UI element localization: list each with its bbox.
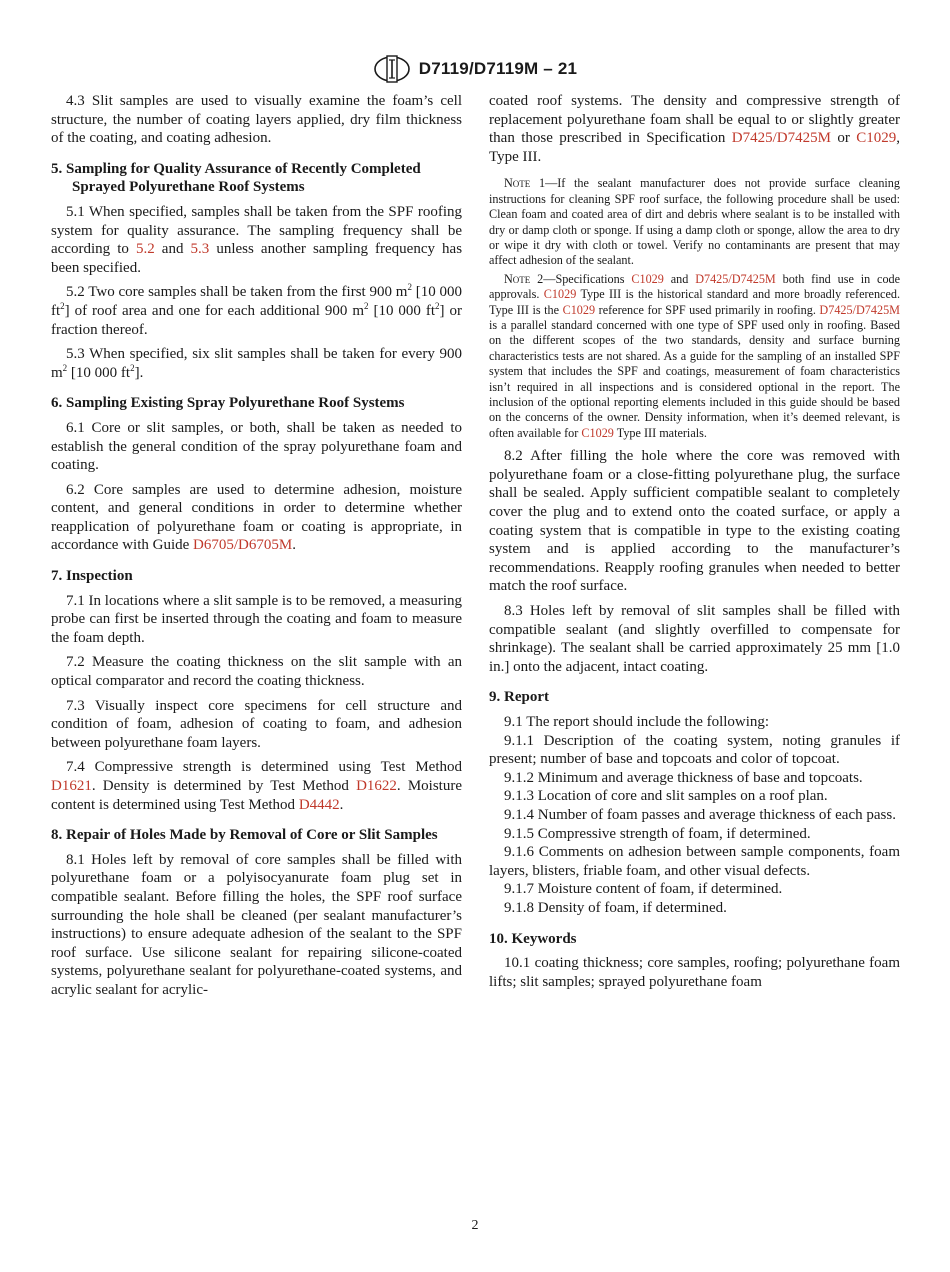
paragraph-5-1: 5.1 When specified, samples shall be taken from the SPF roofing system for quality assurance. The sampling frequency shall be according to 5.2 and 5.3 unless another sampling frequency has been specified. bbox=[51, 203, 463, 276]
document-designation: D7119/D7119M – 21 bbox=[418, 59, 578, 78]
link-c1029[interactable]: C1029 bbox=[631, 271, 664, 286]
section-10-heading: 10. Keywords bbox=[489, 930, 577, 947]
left-column bbox=[51, 92, 462, 1006]
section-6-heading: 6. Sampling Existing Spray Polyurethane Roof Systems bbox=[51, 395, 405, 412]
section-8-heading: 8. Repair of Holes Made by Removal of Core or Slit Samples bbox=[51, 827, 438, 844]
page-header bbox=[0, 54, 950, 84]
link-c1029[interactable]: C1029 bbox=[581, 425, 614, 440]
report-item: 9.1.4 Number of foam passes and average thickness of each pass. bbox=[504, 806, 896, 823]
paragraph-10-1: 10.1 coating thickness; core samples, roofing; polyurethane foam lifts; slit samples; sprayed polyurethane foam bbox=[489, 955, 900, 990]
note-1: Note 1—If the sealant manufacturer does not provide surface cleaning instructions for cleaning SPF roof surface, the following procedure shall be used: Clean foam and coated area of dirt and debris where sealant is to be installed with dry or damp cloth or sponge. If using a damp cloth or sponge, allow the area to dry or wipe it dry with cloth or towel. Verify no contaminants are present that may affect adhesion of the sealant. bbox=[489, 176, 900, 268]
section-9-heading: 9. Report bbox=[489, 689, 549, 706]
paragraph-6-1: 6.1 Core or slit samples, or both, shall be taken as needed to establish the general condition of the spray polyurethane foam and coating. bbox=[51, 419, 462, 474]
link-c1029[interactable]: C1029 bbox=[856, 130, 897, 147]
link-d4442[interactable]: D4442 bbox=[298, 796, 340, 813]
link-d7425[interactable]: D7425/D7425M bbox=[819, 302, 900, 317]
report-item: 9.1.5 Compressive strength of foam, if determined. bbox=[504, 825, 811, 842]
link-d1622[interactable]: D1622 bbox=[356, 778, 397, 794]
link-d1621[interactable]: D1621 bbox=[51, 778, 92, 794]
paragraph-5-2: 5.2 Two core samples shall be taken from the first 900 $m^2$ [10 000 $ft^2$] of roof area and one for each additional 900 $m^2$ [10 000 $ft^2$] or fraction thereof. bbox=[51, 282, 462, 338]
link-d7425[interactable]: D7425/D7425M bbox=[731, 130, 831, 147]
paragraph-8-2: 8.2 After filling the hole where the core was removed with polyurethane foam or a close-fitting polyurethane plug, the surface shall be sealed. Apply sufficient compatible sealant to completely cover the plug and to extend onto the coated surface, or apply a coating system that is compatible in type to the existing coating system and is applied according to the manufacturer’s recommendations. Reapply roofing granules when needed to better match the roof surface. bbox=[489, 448, 900, 595]
paragraph-8-3: 8.3 Holes left by removal of slit samples shall be filled with compatible sealant (and slightly overfilled to compensate for shrinkage). The sealant shall be carried approximately 25 mm [1.0 in.] onto the adjacent, intact coating. bbox=[489, 603, 900, 675]
link-c1029[interactable]: C1029 bbox=[562, 302, 596, 317]
paragraph-7-2: 7.2 Measure the coating thickness on the slit sample with an optical comparator and record the coating thickness. bbox=[51, 654, 462, 690]
report-item: 9.1.3 Location of core and slit samples on a roof plan. bbox=[504, 788, 828, 805]
note-2: Note 2—Specifications C1029 and D7425/D7425M both find use in code approvals. C1029 Type III is the historical standard and more broadly referenced. Type III is the C1029 reference for SPF used primarily in roofing. D7425/D7425M is a parallel standard concerned with one type of SPF used only in roofing. Based on the different scopes of the two standards, density and surface burning characteristics tests are not shared. As a guide for the sampling of an installed SPF system that includes the SPF and coatings, measurement of foam characteristics isn’t required in all inspections and is considered optional in the report. The inclusion of the optional reporting elements included in this guide should be based on the concerns of the owner. Density information, when it’s deemed relevant, is often available for C1029 Type III materials. bbox=[489, 271, 901, 440]
report-item: 9.1 The report should include the following: bbox=[504, 714, 770, 730]
report-item: 9.1.1 Description of the coating system, noting granules if present; number of base and topcoats and color of topcoat. bbox=[489, 732, 900, 768]
link-d6705[interactable]: D6705/D6705M bbox=[193, 537, 293, 554]
astm-logo-icon bbox=[373, 54, 411, 84]
link-d7425[interactable]: D7425/D7425M bbox=[695, 271, 776, 286]
paragraph-8-1-continued: coated roof systems. The density and compressive strength of replacement polyurethane foam shall be equal to or slightly greater than those prescribed in Specification D7425/D7425M or C1029, Type III. bbox=[489, 93, 901, 165]
report-item: 9.1.7 Moisture content of foam, if determined. bbox=[504, 881, 783, 898]
link-5-3[interactable]: 5.3 bbox=[190, 241, 210, 258]
report-item: 9.1.8 Density of foam, if determined. bbox=[504, 899, 727, 916]
section-5-heading: 5. Sampling for Quality Assurance of Recently Completed Sprayed Polyurethane Roof Systems bbox=[51, 160, 421, 196]
link-5-2[interactable]: 5.2 bbox=[135, 241, 155, 258]
right-column bbox=[489, 92, 900, 997]
paragraph-7-3: 7.3 Visually inspect core specimens for cell structure and condition of foam, adhesion of coating to foam, and adhesion between polyurethane foam layers. bbox=[51, 697, 462, 751]
paragraph-7-1: 7.1 In locations where a slit sample is to be removed, a measuring probe can first be inserted through the coating and foam to measure the foam depth. bbox=[51, 592, 462, 646]
paragraph-4-3: 4.3 Slit samples are used to visually examine the foam’s cell structure, the number of coating layers applied, dry film thickness of the coating, and coating adhesion. bbox=[51, 93, 462, 147]
report-item: 9.1.2 Minimum and average thickness of base and topcoats. bbox=[504, 769, 863, 786]
link-c1029[interactable]: C1029 bbox=[543, 287, 577, 302]
section-7-heading: 7. Inspection bbox=[51, 568, 133, 585]
report-item: 9.1.6 Comments on adhesion between sample components, foam layers, blisters, friable foam, and other visual defects. bbox=[489, 844, 900, 879]
paragraph-5-3: 5.3 When specified, six slit samples shall be taken for every 900 $m^2$ [10 000 $ft^2$]. bbox=[51, 346, 462, 381]
paragraph-8-1: 8.1 Holes left by removal of core samples shall be filled with polyurethane foam or a polyisocyanurate foam plug set in compatible sealant. Before filling the holes, the SPF roof surface surrounding the hole shall be cleaned (per sealant manufacturer’s instructions) to ensure adequate adhesion of the sealant to the SPF roof surface. Use silicone sealant for repairing silicone-coated systems, polyurethane sealant for polyurethane-coated systems, and acrylic sealant for acrylic- bbox=[51, 851, 462, 998]
page-number: 2 bbox=[471, 1218, 479, 1233]
paragraph-6-2: 6.2 Core samples are used to determine adhesion, moisture content, and general conditions in order to determine whether reapplication of polyurethane foam or coating is appropriate, in accordance with Guide D6705/D6705M. bbox=[51, 481, 462, 554]
paragraph-7-4: 7.4 Compressive strength is determined using Test Method D1621. Density is determined by Test Method D1622. Moisture content is determined using Test Method D4442. bbox=[51, 759, 463, 813]
